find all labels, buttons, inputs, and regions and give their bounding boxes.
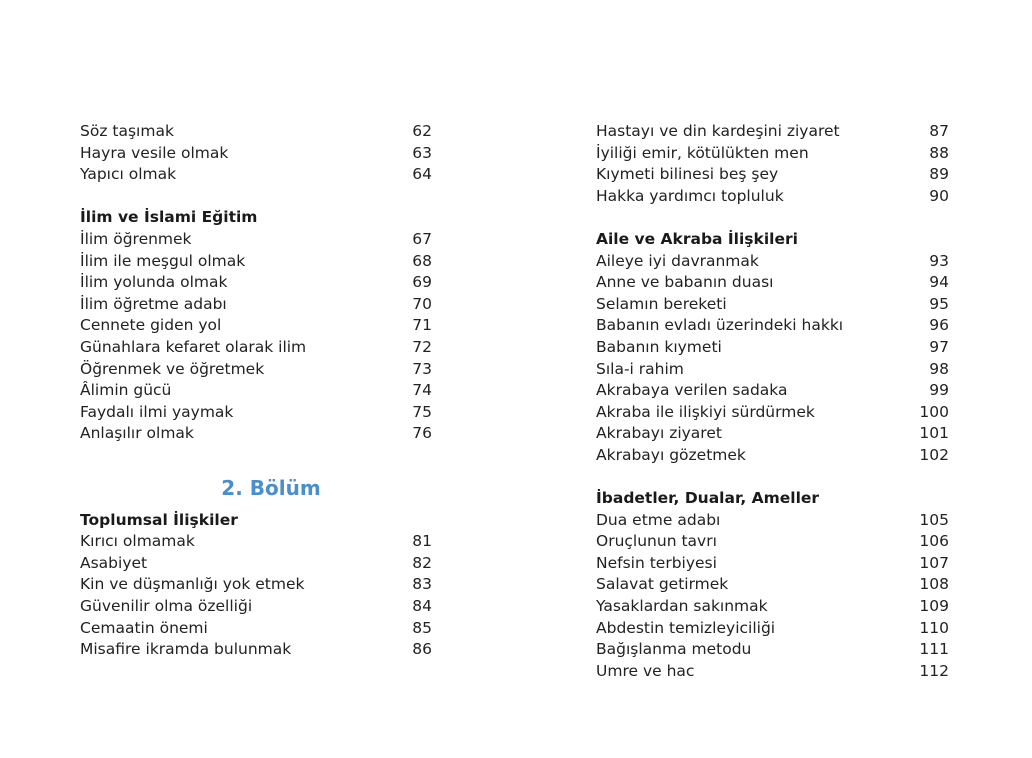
toc-entry — [80, 294, 432, 316]
toc-entry — [80, 596, 432, 618]
toc-entry-page: 84 — [412, 597, 432, 616]
toc-entry-title: Babanın kıymeti — [596, 337, 722, 356]
toc-entry-page: 97 — [929, 337, 949, 356]
spacer — [596, 467, 949, 489]
toc-entry-page: 81 — [412, 532, 432, 551]
section-heading: Toplumsal İlişkiler — [80, 510, 238, 529]
toc-list — [80, 229, 432, 445]
toc-entry — [596, 402, 949, 424]
section-heading: İlim ve İslami Eğitim — [80, 208, 258, 227]
toc-entry-page: 64 — [412, 165, 432, 184]
toc-entry-page: 76 — [412, 424, 432, 443]
toc-entry — [80, 531, 432, 553]
toc-entry-page: 90 — [929, 186, 949, 205]
toc-entry-title: Âlimin gücü — [80, 381, 172, 400]
toc-entry — [596, 359, 949, 381]
toc-entry — [596, 531, 949, 553]
toc-entry-page: 99 — [929, 381, 949, 400]
toc-entry-title: Günahlara kefaret olarak ilim — [80, 337, 307, 356]
section-heading: İbadetler, Dualar, Ameller — [596, 489, 820, 508]
toc-entry-page: 83 — [412, 575, 432, 594]
toc-entry-page: 112 — [919, 661, 949, 680]
toc-entry-page: 93 — [929, 251, 949, 270]
toc-entry-title: Misafire ikramda bulunmak — [80, 640, 292, 659]
toc-entry-page: 62 — [412, 122, 432, 140]
toc-entry-page: 75 — [412, 402, 432, 421]
toc-entry — [596, 294, 949, 316]
toc-entry-page: 67 — [412, 229, 432, 248]
toc-entry — [80, 315, 432, 337]
toc-entry-page: 73 — [412, 359, 432, 378]
toc-entry — [80, 402, 432, 424]
toc-entry-page: 85 — [412, 618, 432, 637]
toc-entry-page: 82 — [412, 553, 432, 572]
toc-entry — [596, 510, 949, 532]
toc-entry-title: Babanın evladı üzerindeki hakkı — [596, 316, 844, 335]
toc-entry — [80, 574, 432, 596]
toc-list — [80, 531, 432, 661]
toc-entry — [596, 272, 949, 294]
toc-entry — [596, 121, 949, 143]
toc-entry-page: 96 — [929, 316, 949, 335]
toc-entry-page: 71 — [412, 316, 432, 335]
toc-entry — [80, 423, 432, 445]
toc-entry-title: Cennete giden yol — [80, 316, 222, 335]
spacer — [80, 186, 432, 208]
toc-entry-page: 74 — [412, 381, 432, 400]
toc-entry — [596, 618, 949, 640]
toc-entry-title: Güvenilir olma özelliği — [80, 597, 253, 616]
toc-entry — [596, 337, 949, 359]
toc-entry-title: Hastayı ve din kardeşini ziyaret — [596, 122, 840, 140]
toc-entry-title: Bağışlanma metodu — [596, 640, 752, 659]
toc-entry-title: Selamın bereketi — [596, 294, 727, 313]
toc-entry-page: 100 — [919, 402, 949, 421]
toc-entry-page: 111 — [919, 640, 949, 659]
toc-entry-page: 70 — [412, 294, 432, 313]
toc-entry-page: 88 — [929, 143, 949, 162]
toc-entry — [80, 229, 432, 251]
toc-entry-page: 94 — [929, 273, 949, 292]
toc-entry-title: Asabiyet — [80, 553, 148, 572]
toc-left-column — [80, 121, 432, 661]
toc-entry-title: Umre ve hac — [596, 661, 695, 680]
toc-entry — [596, 164, 949, 186]
toc-entry-title: Faydalı ilmi yaymak — [80, 402, 234, 421]
toc-entry — [80, 272, 432, 294]
toc-entry-page: 110 — [919, 618, 949, 637]
toc-entry-title: Hayra vesile olmak — [80, 143, 229, 162]
toc-entry-title: İlim öğretme adabı — [80, 294, 227, 313]
toc-entry — [80, 639, 432, 661]
toc-entry-title: Öğrenmek ve öğretmek — [80, 359, 265, 378]
toc-entry-title: Abdestin temizleyiciliği — [596, 618, 776, 637]
toc-entry-title: Sıla-i rahim — [596, 359, 684, 378]
chapter-heading: 2. Bölüm — [221, 475, 321, 500]
toc-entry-page: 98 — [929, 359, 949, 378]
toc-entry-title: İlim yolunda olmak — [80, 273, 228, 292]
toc-entry — [596, 639, 949, 661]
toc-entry-page: 108 — [919, 575, 949, 594]
toc-entry — [80, 251, 432, 273]
toc-entry-title: İyiliği emir, kötülükten men — [596, 143, 809, 162]
toc-entry-title: Akrabayı gözetmek — [596, 445, 746, 464]
toc-entry-title: Oruçlunun tavrı — [596, 532, 717, 551]
toc-entry — [596, 315, 949, 337]
toc-entry-title: Anlaşılır olmak — [80, 424, 194, 443]
toc-list — [596, 251, 949, 467]
toc-entry-page: 109 — [919, 597, 949, 616]
toc-entry-title: Akrabayı ziyaret — [596, 424, 722, 443]
toc-entry — [596, 143, 949, 165]
toc-entry — [596, 445, 949, 467]
spacer — [80, 445, 432, 467]
toc-entry-title: Hakka yardımcı topluluk — [596, 186, 784, 205]
section-heading: Aile ve Akraba İlişkileri — [596, 229, 798, 248]
toc-entry-page: 68 — [412, 251, 432, 270]
toc-entry-page: 89 — [929, 165, 949, 184]
toc-list — [80, 121, 432, 186]
toc-entry — [80, 164, 432, 186]
toc-list — [596, 121, 949, 207]
toc-entry — [596, 661, 949, 683]
toc-entry-title: Yapıcı olmak — [80, 165, 177, 184]
toc-entry-title: Kin ve düşmanlığı yok etmek — [80, 575, 305, 594]
toc-entry-page: 105 — [919, 510, 949, 529]
toc-entry-title: Kıymeti bilinesi beş şey — [596, 165, 779, 184]
toc-entry-page: 95 — [929, 294, 949, 313]
toc-entry — [596, 596, 949, 618]
toc-entry-page: 63 — [412, 143, 432, 162]
toc-entry — [596, 553, 949, 575]
toc-entry — [80, 121, 432, 143]
toc-entry-page: 72 — [412, 337, 432, 356]
toc-entry — [596, 380, 949, 402]
toc-entry — [80, 143, 432, 165]
toc-entry-title: Nefsin terbiyesi — [596, 553, 717, 572]
toc-entry-page: 106 — [919, 532, 949, 551]
toc-entry-title: Aileye iyi davranmak — [596, 251, 759, 270]
toc-entry-title: İlim ile meşgul olmak — [80, 251, 246, 270]
toc-list — [596, 510, 949, 683]
spacer — [596, 207, 949, 229]
toc-entry-title: Kırıcı olmamak — [80, 532, 195, 551]
toc-entry-page: 102 — [919, 445, 949, 464]
toc-entry-title: Anne ve babanın duası — [596, 273, 774, 292]
toc-entry-title: Akraba ile ilişkiyi sürdürmek — [596, 402, 815, 421]
toc-entry-page: 107 — [919, 553, 949, 572]
toc-right-column — [596, 121, 949, 682]
toc-entry-page: 69 — [412, 273, 432, 292]
toc-entry-title: Dua etme adabı — [596, 510, 721, 529]
toc-entry-title: İlim öğrenmek — [80, 229, 192, 248]
toc-entry-title: Söz taşımak — [80, 122, 174, 140]
toc-entry-title: Salavat getirmek — [596, 575, 729, 594]
toc-entry — [596, 574, 949, 596]
toc-entry — [80, 380, 432, 402]
toc-entry-page: 101 — [919, 424, 949, 443]
toc-entry-title: Akrabaya verilen sadaka — [596, 381, 788, 400]
toc-entry — [596, 423, 949, 445]
toc-entry — [596, 186, 949, 208]
toc-entry — [596, 251, 949, 273]
toc-entry — [80, 618, 432, 640]
toc-entry-page: 87 — [929, 122, 949, 140]
toc-entry — [80, 337, 432, 359]
toc-entry-page: 86 — [412, 640, 432, 659]
toc-entry-title: Cemaatin önemi — [80, 618, 208, 637]
toc-entry — [80, 359, 432, 381]
toc-entry — [80, 553, 432, 575]
toc-entry-title: Yasaklardan sakınmak — [596, 597, 768, 616]
